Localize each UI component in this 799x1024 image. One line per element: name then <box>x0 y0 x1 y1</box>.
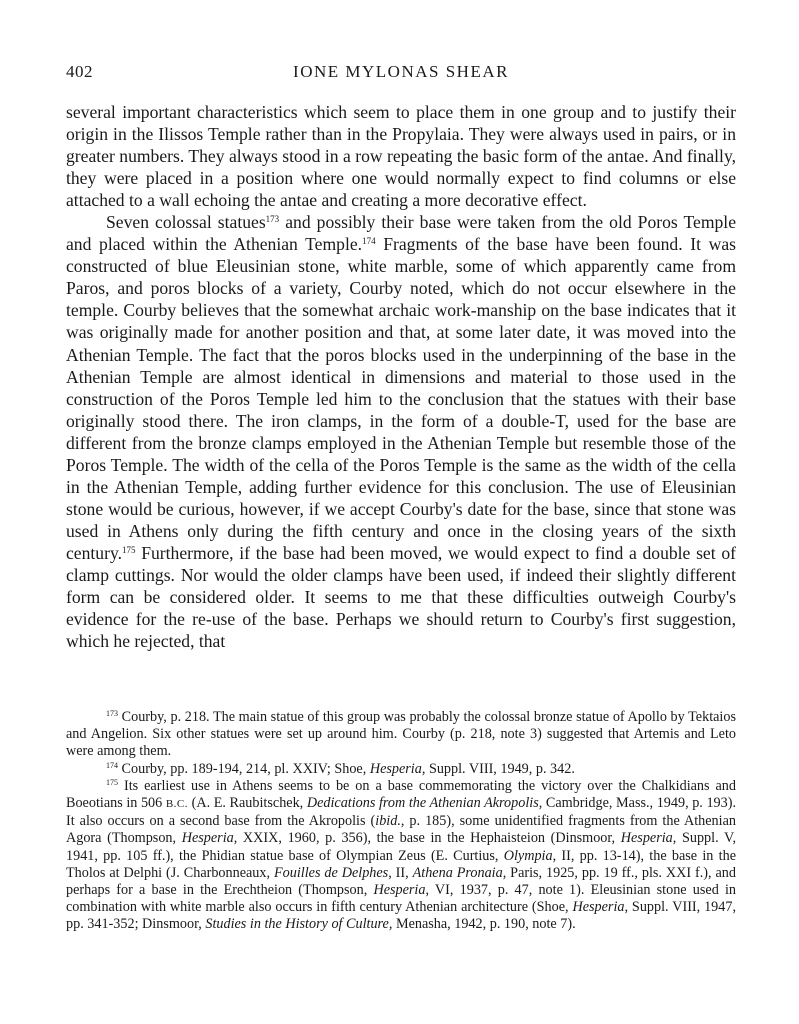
running-head-title: IONE MYLONAS SHEAR <box>293 62 509 81</box>
paragraph-statues: Seven colossal statues$^{173}$ and possibly their base were taken from the old Poros Temple and placed within the Athenian Temple.$^{174}$ Fragments of the base have been found. It was constructed of blue Eleusinian stone, white marble, some of which apparently came from Paros, and poros blocks of a variety, Courby noted, which do not occur elsewhere in the temple. Courby believes that the somewhat archaic work-manship on the base indicates that it was originally made for another position and that, at some later date, it was moved into the Athenian Temple. The fact that the poros blocks used in the underpinning of the base in the Athenian Temple are almost identical in dimensions and material to those used in the construction of the Poros Temple led him to the conclusion that the statues with their base originally stood there. The iron clamps, in the form of a double-T, used for the base are different from the bronze clamps employed in the Athenian Temple but resemble those of the Poros Temple. The width of the cella of the Poros Temple is the same as the width of the cella in the Athenian Temple, adding further evidence for this conclusion. The use of Eleusinian stone would be curious, however, if we accept Courby's date for the base, since that stone was used in Athens only during the fifth century and once in the closing years of the sixth century.$^{175}$ Furthermore, if the base had been moved, we would expect to find a double set of clamp cuttings. Nor would the older clamps have been used, if indeed their slightly different form can be considered older. It seems to me that these difficulties outweigh Courby's evidence for the re-use of the base. Perhaps we should return to Courby's first suggestion, which he rejected, that <box>66 212 736 652</box>
footnote-175: $^{175}$ Its earliest use in Athens seems to be on a base commemorating the victory over the Chalkidians and Boeotians in 506 B.C. (A. E. Raubitschek, Dedications from the Athenian Akropolis, Cambridge, Mass., 1949, p. 193). It also occurs on a second base from the Akropolis (ibid., p. 185), some unidentified fragments from the Athenian Agora (Thompson, Hesperia, XXIX, 1960, p. 356), the base in the Hephaisteion (Dinsmoor, Hesperia, Suppl. V, 1941, pp. 105 ff.), the Phidian statue base of Olympian Zeus (E. Curtius, Olympia, II, pp. 13-14), the base in the Tholos at Delphi (J. Charbonneaux, Fouilles de Delphes, II, Athena Pronaia, Paris, 1925, pp. 19 ff., pls. XXI f.), and perhaps for a base in the Erechtheion (Thompson, Hesperia, VI, 1937, p. 47, note 1). Eleusinian stone used in combination with white marble also occurs in fifth century Athenian architecture (Shoe, Hesperia, Suppl. VIII, 1947, pp. 341-352; Dinsmoor, Studies in the History of Culture, Menasha, 1942, p. 190, note 7). <box>66 777 736 933</box>
running-header <box>66 62 736 84</box>
footnote-number: 174 <box>106 760 118 770</box>
main-text <box>66 101 736 652</box>
footnotes <box>66 709 736 934</box>
footnote-173: $^{173}$ Courby, p. 218. The main statue of this group was probably the colossal bronze statue of Apollo by Tektaios and Angelion. Six other statues were set up around him. Courby (p. 218, note 3) suggested that Artemis and Leto were among them. <box>66 709 736 760</box>
page-number: 402 <box>66 62 93 81</box>
footnote-174: $^{174}$ Courby, pp. 189-194, 214, pl. XXIV; Shoe, Hesperia, Suppl. VIII, 1949, p. 342. <box>106 760 575 777</box>
footnote-number: 173 <box>106 709 118 718</box>
footnote-ref-173[interactable]: 173 <box>265 214 280 225</box>
footnote-ref-175[interactable]: 175 <box>122 544 136 555</box>
footnote-number: 175 <box>106 777 118 787</box>
paragraph-continued: several important characteristics which seem to place them in one group and to justify their origin in the Ilissos Temple rather than in the Propylaia. They were always used in pairs, or in greater numbers. They always stood in a row repeating the basic form of the antae. And finally, they were placed in a position where one would normally expect to find columns or else attached to a wall echoing the antae and creating a more decorative effect. <box>66 102 736 211</box>
footnote-ref-174[interactable]: 174 <box>362 236 376 247</box>
